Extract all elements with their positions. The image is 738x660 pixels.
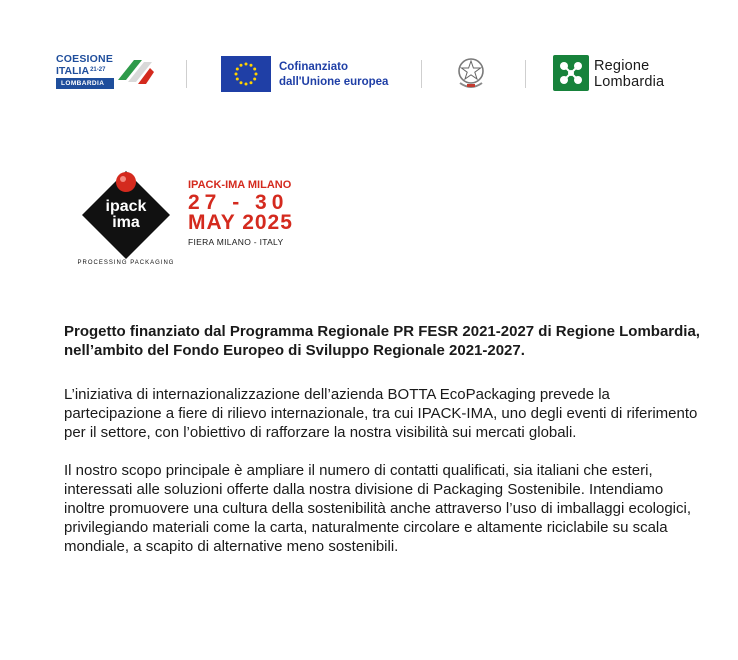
coesione-years: 21-27 [90,67,106,73]
event-month: MAY 2025 [188,211,293,234]
coesione-italia-text: ITALIA [56,65,90,77]
rl-line1: Regione [594,58,650,74]
funding-statement: Progetto finanziato dal Programma Regionale PR FESR 2021-2027 di Regione Lombardia, nell’ambito del Fondo Europeo di Sviluppo Regionale 2021-2027. [64,323,700,359]
logo-separator [421,60,422,88]
regione-lombardia-text [594,58,664,90]
document-body [64,322,704,575]
event-dates: 27 - 30 [188,191,289,214]
coesione-line1: COESIONE [56,53,114,65]
paragraph-internationalization: L’iniziativa di internazionalizzazione dell’azienda BOTTA EcoPackaging prevede la partecipazione a fiere di rilievo internazionale, tra cui IPACK-IMA, uno degli eventi di riferimento per il settore, con l’obiettivo di rafforzare la nostra visibilità sui mercati globali. [64,386,698,441]
coesione-line2 [56,65,105,77]
logo-bar [0,0,738,140]
ipack-logo-line1: ipack [105,198,147,215]
eu-line2: dall'Unione europea [279,76,389,88]
eu-flag-icon [221,56,271,92]
logo-separator [186,60,187,88]
ipack-logo-line2: ima [112,214,140,231]
coesione-region: LOMBARDIA [56,78,114,89]
coesione-arrow-icon [114,54,156,90]
eu-line1: Cofinanziato [279,61,348,73]
ipack-logo-ring: PROCESSING PACKAGING [77,260,175,265]
logo-separator [525,60,526,88]
regione-lombardia-rose-icon [553,55,589,91]
paragraph-sustainability: Il nostro scopo principale è ampliare il numero di contatti qualificati, sia italiani che esteri, interessati alle soluzioni offerte dalla nostra divisione di Packaging Sostenibile. Intendiamo inoltre promuovere una cultura della sostenibilità anche attraverso l’uso di imballaggi ecologici, privilegiando materiali come la carta, naturalmente circolare e altamente riciclabile su scala mondiale, a scapito di alternative meno sostenibili. [64,462,692,555]
rl-line2: Lombardia [594,74,665,90]
event-venue: FIERA MILANO - ITALY [188,237,284,247]
eu-cofinanced-text [279,60,388,90]
ipack-ima-logo [76,165,184,265]
coesione-italia-logo [56,54,156,94]
event-info [188,179,293,249]
italian-republic-emblem-icon [456,54,486,92]
event-city: IPACK-IMA MILANO [188,179,292,191]
